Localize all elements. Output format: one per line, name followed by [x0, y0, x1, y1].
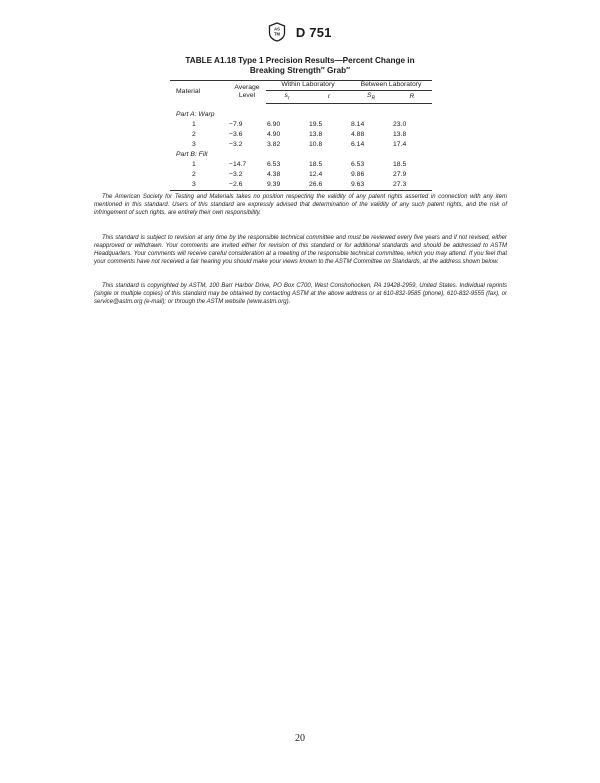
cell-sr: 4.90: [267, 131, 281, 139]
cell-material: 3: [192, 141, 196, 149]
table-row: [170, 180, 432, 191]
copyright-notice: This standard is copyrighted by ASTM, 100 Barr Harbor Drive, PO Box C700, West Conshohocken, PA 19428-2959, United States. Individual reprints (single or multiple copies) of this standard may be obtained by contacting ASTM at the above address or at 610-832-9585 (phone), 610-832-9555 (fax), or service@astm.org (e-mail); or through the ASTM website (www.astm.org).: [94, 283, 507, 306]
cell-average: −2.6: [228, 180, 266, 191]
section-label-warp: Part A: Warp: [176, 111, 215, 119]
document-header: [0, 22, 600, 42]
precision-table: [170, 80, 432, 191]
cell-average: −14.7: [229, 161, 247, 169]
header-between-laboratory: Between Laboratory: [350, 81, 432, 91]
cell-R: 17.4: [393, 141, 407, 149]
cell-sr: 4.38: [267, 171, 281, 179]
cell-average: −7.9: [229, 121, 243, 129]
header-average-level: [228, 81, 266, 104]
svg-text:TM: TM: [274, 31, 281, 37]
table-row: [170, 130, 432, 140]
table-row: [170, 160, 432, 170]
table-row: [170, 140, 432, 150]
cell-sr: 9.39: [266, 180, 308, 191]
header-R: R: [392, 91, 432, 104]
header-r: r: [308, 91, 350, 104]
table-title: [150, 56, 450, 76]
cell-r: 19.5: [309, 121, 323, 129]
cell-sR: 9.63: [350, 180, 392, 191]
cell-material: 1: [192, 121, 196, 129]
table-row: [170, 120, 432, 130]
cell-material: 2: [192, 171, 196, 179]
cell-sR: 8.14: [351, 121, 365, 129]
cell-R: 18.5: [393, 161, 407, 169]
cell-r: 18.5: [309, 161, 323, 169]
section-row: [170, 110, 432, 120]
cell-R: 23.0: [393, 121, 407, 129]
document-id: D 751: [295, 24, 332, 40]
header-sR: $S_R$: [350, 91, 392, 104]
page-number: 20: [295, 733, 305, 744]
table-title-line-1: TABLE A1.18 Type 1 Precision Results—Percent Change in: [185, 56, 415, 65]
section-row: [170, 150, 432, 160]
cell-R: 27.3: [392, 180, 432, 191]
header-average-line-1: Average: [234, 84, 260, 92]
cell-R: 13.8: [393, 131, 407, 139]
cell-R: 27.9: [393, 171, 407, 179]
astm-logo-icon: [268, 22, 286, 42]
cell-sR: 6.53: [351, 161, 365, 169]
cell-average: −3.2: [229, 171, 243, 179]
header-sr: $s_r$: [266, 91, 308, 104]
cell-r: 26.6: [308, 180, 350, 191]
table-title-line-2: Breaking Strength″ Grab″: [249, 66, 351, 75]
cell-average: −3.6: [229, 131, 243, 139]
cell-material: 2: [192, 131, 196, 139]
cell-material: 1: [192, 161, 196, 169]
svg-text:AS: AS: [274, 26, 281, 32]
table-row: [170, 170, 432, 180]
header-within-laboratory: Within Laboratory: [266, 81, 350, 91]
patent-notice: The American Society for Testing and Materials takes no position respecting the validity of any patent rights asserted in connection with any item mentioned in this standard. Users of this standard are expressly advised that determination of the validity of any such patent rights, and the risk of infringement of such rights, are entirely their own responsibility.: [94, 194, 507, 217]
cell-r: 10.8: [309, 141, 323, 149]
cell-sR: 9.86: [351, 171, 365, 179]
revision-notice: This standard is subject to revision at any time by the responsible technical committee and must be reviewed every five years and if not revised, either reapproved or withdrawn. Your comments are invited either for revision of this standard or for additional standards and should be addressed to ASTM Headquarters. Your comments will receive careful consideration at a meeting of the responsible technical committee, which you may attend. If you feel that your comments have not received a fair hearing you should make your views known to the ASTM Committee on Standards, at the address shown below.: [94, 235, 507, 266]
cell-r: 12.4: [309, 171, 323, 179]
cell-sr: 3.82: [267, 141, 281, 149]
cell-sR: 4.88: [351, 131, 365, 139]
cell-sR: 6.14: [351, 141, 365, 149]
cell-sr: 6.90: [267, 121, 281, 129]
cell-average: −3.2: [229, 141, 243, 149]
section-label-fill: Part B: Fill: [176, 151, 208, 159]
cell-r: 13.8: [309, 131, 323, 139]
header-average-line-2: Level: [238, 92, 256, 100]
cell-material: 3: [170, 180, 228, 191]
header-material: Material: [170, 81, 228, 104]
cell-sr: 6.53: [267, 161, 281, 169]
